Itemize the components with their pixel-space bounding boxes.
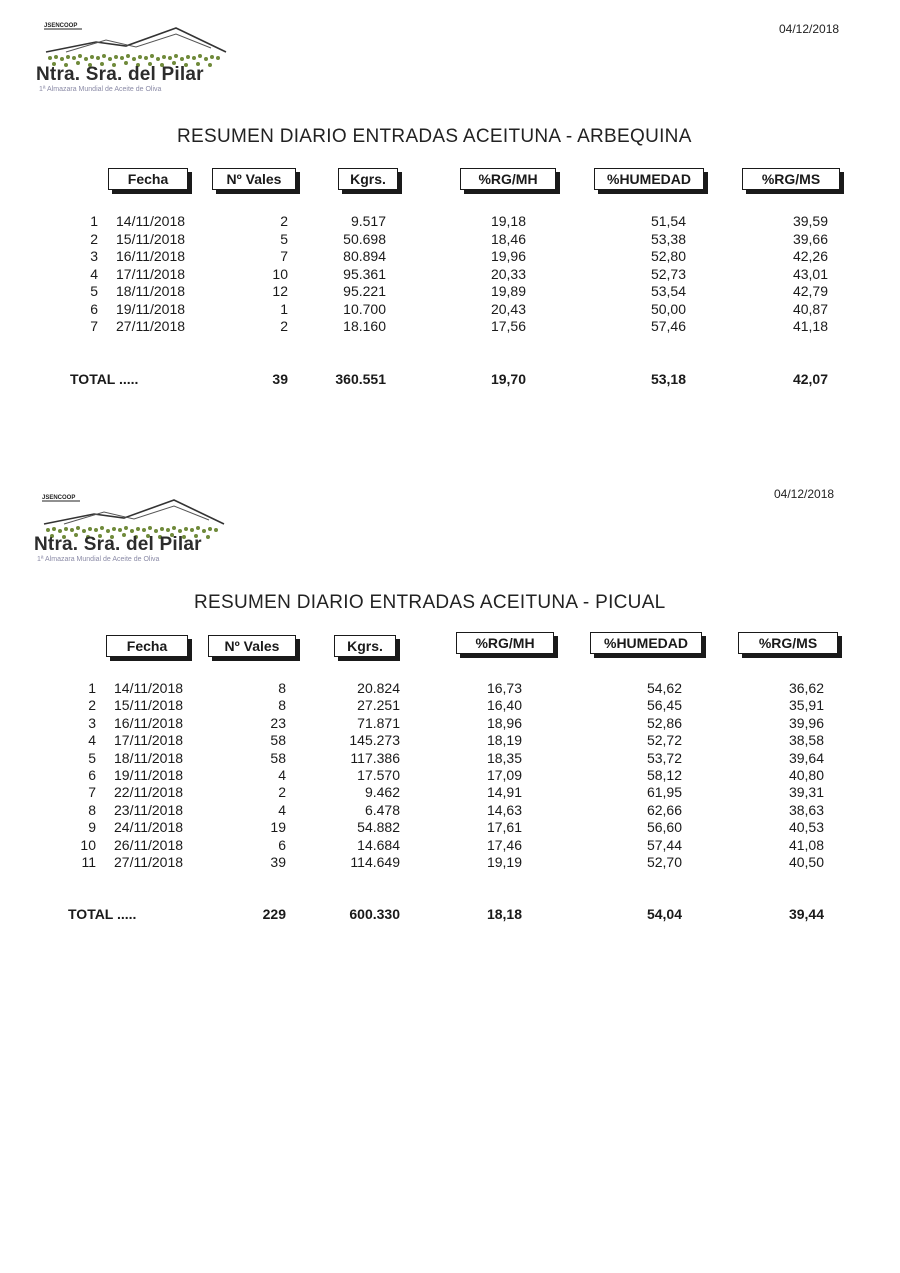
total-rg-mh: 18,18 <box>486 906 522 922</box>
svg-text:JSENCOOP: JSENCOOP <box>44 23 78 29</box>
table-row: 6 19/11/2018 1 10.700 20,43 50,00 40,87 <box>90 300 828 317</box>
header-vales: Nº Vales <box>208 635 296 657</box>
report-title: RESUMEN DIARIO ENTRADAS ACEITUNA - ARBEQUINA <box>177 126 692 147</box>
header-rg-mh: %RG/MH <box>456 632 554 654</box>
total-row <box>0 371 900 389</box>
total-rg-ms: 39,44 <box>788 906 824 922</box>
report-date: 04/12/2018 <box>774 487 835 501</box>
company-logo <box>36 18 236 108</box>
header-rg-ms: %RG/MS <box>742 168 840 190</box>
header-rg-ms: %RG/MS <box>738 632 838 654</box>
company-subtitle: 1ª Almazara Mundial de Aceite de Oliva <box>39 86 162 93</box>
table-row: 4 17/11/2018 10 95.361 20,33 52,73 43,01 <box>90 265 828 282</box>
table-row: 9 24/11/2018 19 54.882 17,61 56,60 40,53 <box>88 819 824 836</box>
header-kgrs: Kgrs. <box>338 168 398 190</box>
total-humedad: 54,04 <box>646 906 682 922</box>
table-row: 8 23/11/2018 4 6.478 14,63 62,66 38,63 <box>88 801 824 818</box>
table-row: 1 14/11/2018 2 9.517 19,18 51,54 39,59 <box>90 213 828 229</box>
total-label: TOTAL ..... <box>70 371 139 387</box>
report-picual <box>0 470 900 940</box>
table-row: 2 15/11/2018 8 27.251 16,40 56,45 35,91 <box>88 697 824 714</box>
table-row: 6 19/11/2018 4 17.570 17,09 58,12 40,80 <box>88 767 824 783</box>
total-rg-mh: 19,70 <box>490 371 526 387</box>
report-title: RESUMEN DIARIO ENTRADAS ACEITUNA - PICUAL <box>194 592 666 613</box>
table-row: 2 15/11/2018 5 50.698 18,46 53,38 39,66 <box>90 230 828 247</box>
total-kgrs: 360.551 <box>335 371 386 387</box>
header-humedad: %HUMEDAD <box>594 168 704 190</box>
header-humedad: %HUMEDAD <box>590 632 702 654</box>
total-humedad: 53,18 <box>650 371 686 387</box>
header-fecha: Fecha <box>108 168 188 190</box>
total-rg-ms: 42,07 <box>792 371 828 387</box>
report-arbequina <box>0 0 900 470</box>
header-vales: Nº Vales <box>212 168 296 190</box>
table-row: 10 26/11/2018 6 14.684 17,46 57,44 41,08 <box>80 836 824 853</box>
company-logo <box>34 490 234 580</box>
total-vales: 229 <box>262 906 286 922</box>
header-kgrs: Kgrs. <box>334 635 396 657</box>
table-row: 5 18/11/2018 58 117.386 18,35 53,72 39,64 <box>88 749 824 766</box>
table-row: 1 14/11/2018 8 20.824 16,73 54,62 36,62 <box>88 680 824 696</box>
table-row: 7 22/11/2018 2 9.462 14,91 61,95 39,31 <box>88 784 824 801</box>
table-row: 4 17/11/2018 58 145.273 18,19 52,72 38,58 <box>88 732 824 749</box>
table-row: 3 16/11/2018 23 71.871 18,96 52,86 39,96 <box>88 714 824 731</box>
company-subtitle: 1ª Almazara Mundial de Aceite de Oliva <box>37 556 160 563</box>
report-date: 04/12/2018 <box>779 22 840 36</box>
company-name: Ntra. Sra. del Pilar <box>34 534 202 555</box>
total-label: TOTAL ..... <box>68 906 137 922</box>
company-name: Ntra. Sra. del Pilar <box>36 64 204 85</box>
table-row: 7 27/11/2018 2 18.160 17,56 57,46 41,18 <box>90 318 828 334</box>
total-row <box>0 906 900 924</box>
table-row: 11 27/11/2018 39 114.649 19,19 52,70 40,50 <box>81 854 824 870</box>
table-row: 5 18/11/2018 12 95.221 19,89 53,54 42,79 <box>90 283 828 299</box>
total-kgrs: 600.330 <box>349 906 400 922</box>
header-fecha: Fecha <box>106 635 188 657</box>
table-row: 3 16/11/2018 7 80.894 19,96 52,80 42,26 <box>90 248 828 264</box>
total-vales: 39 <box>272 371 288 387</box>
header-rg-mh: %RG/MH <box>460 168 556 190</box>
svg-text:JSENCOOP: JSENCOOP <box>42 495 76 501</box>
